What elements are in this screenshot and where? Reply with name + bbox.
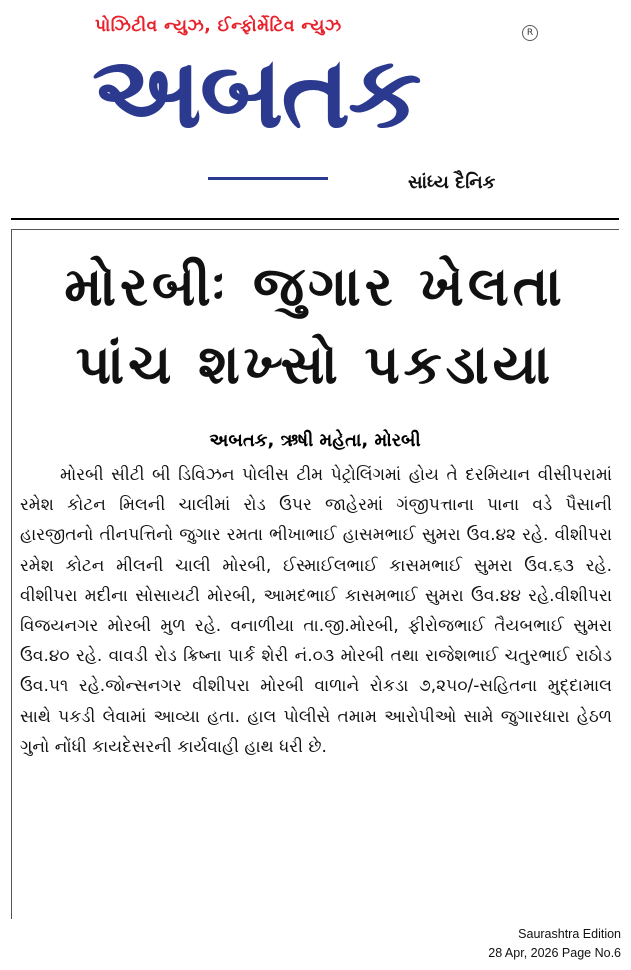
- article-headline: મોરબીઃ જુગાર ખેલતા પાંચ શખ્સો પકડાયા: [64, 255, 566, 396]
- edition-name: Saurashtra Edition: [518, 927, 621, 941]
- header-divider: [11, 218, 619, 220]
- registered-mark-icon: R: [522, 25, 538, 41]
- logo-underline: [208, 177, 328, 180]
- masthead-subtitle: સાંધ્ય દૈનિક: [408, 172, 496, 193]
- masthead-tagline: પોઝિટીવ ન્યુઝ, ઈન્ફોર્મેટિવ ન્યુઝ: [95, 16, 342, 36]
- masthead: [0, 0, 631, 210]
- edition-info: [488, 925, 621, 963]
- edition-date-page: 28 Apr, 2026 Page No.6: [488, 946, 621, 960]
- newspaper-logo: અબતક: [92, 34, 420, 150]
- article-body: મોરબી સીટી બી ડિવિઝન પોલીસ ટીમ પેટ્રોલિંગમાં હોય તે દરમિયાન વીસીપરામાં રમેશ કોટન મિલની ચાલીમાં રોડ ઉપર જાહેરમાં ગંજીપત્તાના પાના વડે પૈસાની હારજીતનો તીનપત્તિનો જુગાર રમતા ભીખાભાઈ હાસમભાઈ સુમરા ઉવ.૪૨ રહે. વીશીપરા રમેશ કોટન મીલની ચાલી મોરબી, ઈસ્માઈલભાઈ કાસમભાઈ સુમરા ઉવ.૬૩ રહે. વીશીપરા મદીના સોસાયટી મોરબી, આમદભાઈ કાસમભાઈ સુમરા ઉવ.૪૪ રહે.વીશીપરા વિજયનગર મોરબી મુળ રહે. વનાળીયા તા.જી.મોરબી, ફીરોજભાઈ તૈયબભાઈ સુમરા ઉવ.૪૦ રહે. વાવડી રોડ ક્રિષ્ના પાર્ક શેરી નં.૦૩ મોરબી તથા રાજેશભાઈ ચતુરભાઈ રાઠોડ ઉવ.૫૧ રહે.જોન્સનગર વીશીપરા મોરબી વાળાને રોકડા ૭,૨૫૦/-સહિતના મુદ્દામાલ સાથે પકડી લેવામાં આવ્યા હતા. હાલ પોલીસે તમામ આરોપીઓ સામે જુગારધારા હેઠળ ગુનો નોંધી કાયદેસરની કાર્યવાહી હાથ ધરી છે.: [20, 465, 612, 757]
- article-byline: અબતક, ઋષી મહેતા, મોરબી: [209, 430, 421, 451]
